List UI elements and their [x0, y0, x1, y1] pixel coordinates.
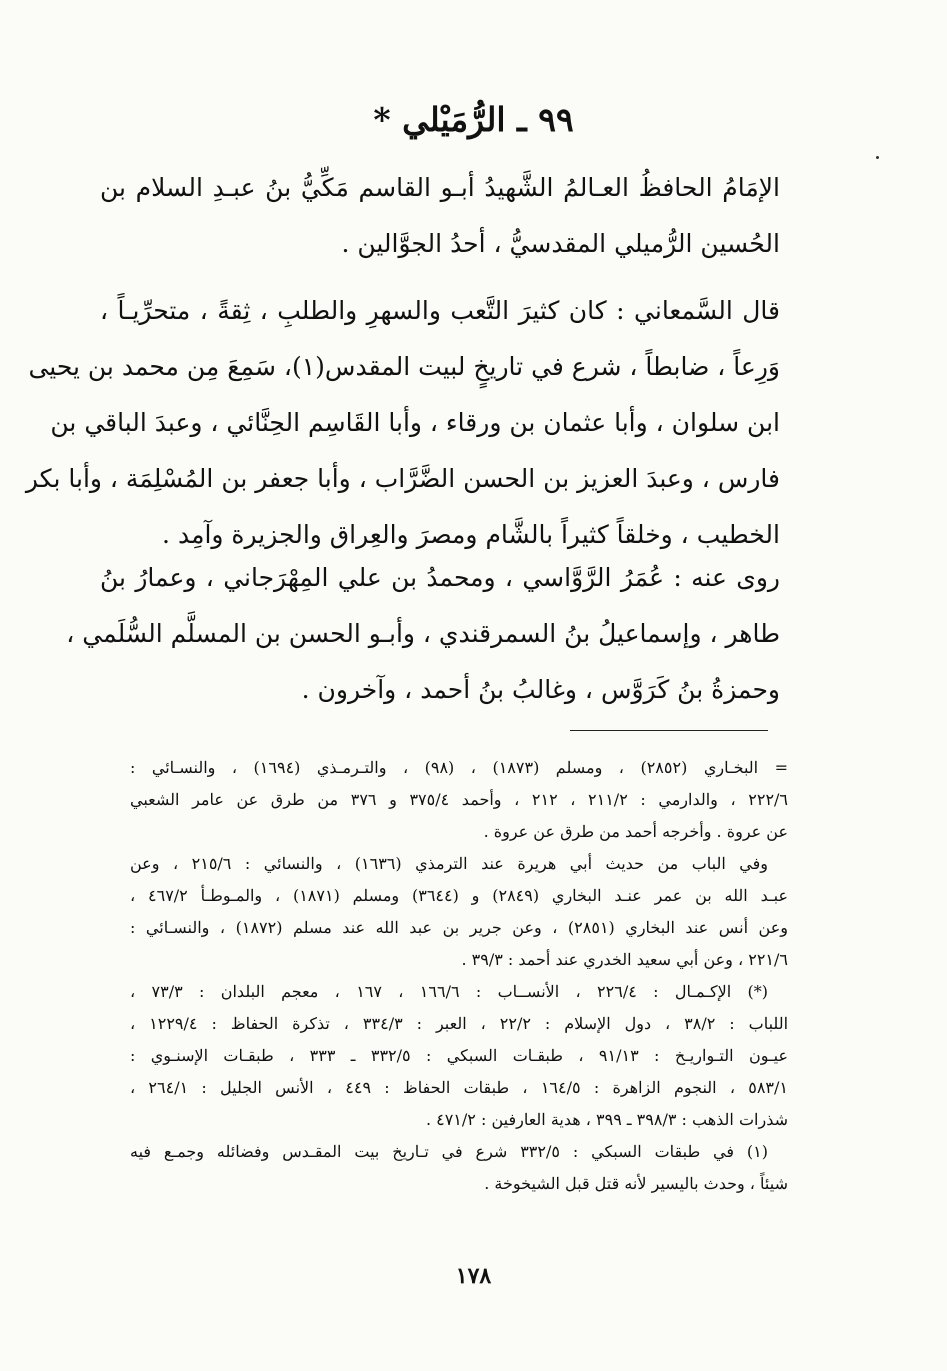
paragraph-narrators: [66, 550, 780, 718]
text-line: طاهر ، وإسماعيلُ بنُ السمرقندي ، وأبـو الحسن بن المسلَّم السُّلَمي ،: [66, 619, 780, 648]
text-line: روى عنه : عُمَرُ الرَّوَّاسي ، ومحمدُ بن علي المِهْرَجاني ، وعمارُ بنُ: [100, 563, 780, 592]
text-line: الإمَامُ الحافظُ العـالمُ الشَّهيدُ أبـو القاسم مَكِّيُّ بنُ عبـدِ السلام بن: [100, 173, 780, 202]
footnote-line: عيـون التـواريـخ : ٩١/١٣ ، طبقـات السبكي : ٣٣٢/٥ ـ ٣٣٣ ، طبقـات الإسنـوي :: [130, 1046, 789, 1065]
text-line: ابن سلوان ، وأبا عثمان بن ورقاء ، وأبا القَاسِم الحِنَّائي ، وعبدَ الباقي بن: [50, 408, 780, 437]
footnote-line: ٢٢١/٦ ، وعن أبي سعيد الخدري عند أحمد : ٣٩/٣ .: [461, 950, 788, 969]
footnote-separator: [570, 730, 768, 731]
text-line: وحمزةُ بنُ كَرَوَّس ، وغالبُ بنُ أحمد ، وآخرون .: [301, 675, 780, 704]
footnote-related-hadith: [130, 848, 788, 976]
chapter-title: ٩٩ ـ الرُّمَيْلي *: [373, 100, 574, 139]
footnote-line: ٢٢٢/٦ ، والدارمي : ٢١١/٢ ، ٢١٢ ، وأحمد ٣٧٥/٤ و ٣٧٦ من طرق عن عامر الشعبي: [130, 790, 789, 809]
paragraph-samani: [25, 283, 780, 563]
footnote-line: عبـد الله بن عمر عنـد البخاري (٢٨٤٩) و (٣٦٤٤) ومسلم (١٨٧١) ، والمـوطـأ ٤٦٧/٢ ،: [130, 886, 789, 905]
footnotes: [130, 752, 788, 1200]
text-line: الخطيب ، وخلقاً كثيراً بالشَّام ومصرَ والعِراق والجزيرة وآمِد .: [162, 520, 780, 549]
paragraph-intro: [100, 160, 780, 272]
page-number: ١٧٨: [455, 1263, 492, 1289]
footnote-line: اللباب : ٣٨/٢ ، دول الإسلام : ٢٢/٢ ، العبر : ٣٣٤/٣ ، تذكرة الحفاظ : ١٢٢٩/٤ ،: [130, 1014, 789, 1033]
footnote-line: عن عروة . وأخرجه أحمد من طرق عن عروة .: [483, 822, 788, 841]
footnote-line: شذرات الذهب : ٣٩٨/٣ ـ ٣٩٩ ، هدية العارفين : ٤٧١/٢ .: [425, 1110, 788, 1129]
text-line: قال السَّمعاني : كان كثيرَ التَّعب والسهرِ والطلبِ ، ثِقةً ، متحرِّيـاً ،: [100, 296, 780, 325]
footnote-line: شيئاً ، وحدث باليسير لأنه قتل قبل الشيخوخة .: [484, 1174, 788, 1193]
text-line: الحُسين الرُّميلي المقدسيُّ ، أحدُ الجوَّالين .: [341, 229, 780, 258]
text-line: فارس ، وعبدَ العزيز بن الحسن الضَّرَّاب ، وأبا جعفر بن المُسْلِمَة ، وأبا بكر: [25, 464, 780, 493]
footnote-sources: [130, 976, 788, 1136]
footnote-line: وفي الباب من حديث أبي هريرة عند الترمذي (١٦٣٦) ، والنسائي : ٢١٥/٦ ، وعن: [130, 854, 769, 873]
footnote-continuation: [130, 752, 788, 848]
footnote-line: وعن أنس عند البخاري (٢٨٥١) ، وعن جرير بن عبد الله عند مسلم (١٨٧٢) ، والنسـائي :: [130, 918, 788, 937]
footnote-1: [130, 1136, 788, 1200]
scan-speck: [876, 156, 879, 159]
footnote-line: (*) الإكـمـال : ٢٢٦/٤ ، الأنســاب : ١٦٦/٦ ، ١٦٧ ، معجم البلدان : ٧٣/٣ ،: [130, 982, 768, 1001]
text-line: وَرِعاً ، ضابطاً ، شرع في تاريخٍ لبيت المقدس(١)، سَمِعَ مِن محمد بن يحيى: [28, 352, 780, 381]
footnote-line: ٥٨٣/١ ، النجوم الزاهرة : ١٦٤/٥ ، طبقات الحفاظ : ٤٤٩ ، الأنس الجليل : ٢٦٤/١ ،: [130, 1078, 788, 1097]
footnote-line: = البخـاري (٢٨٥٢) ، ومسلم (١٨٧٣) ، (٩٨) ، والتـرمـذي (١٦٩٤) ، والنسـائي :: [130, 758, 788, 777]
footnote-line: (١) في طبقات السبكي : ٣٣٢/٥ شرع في تـاريخ بيت المقـدس وفضائله وجمـع فيه: [130, 1142, 769, 1161]
